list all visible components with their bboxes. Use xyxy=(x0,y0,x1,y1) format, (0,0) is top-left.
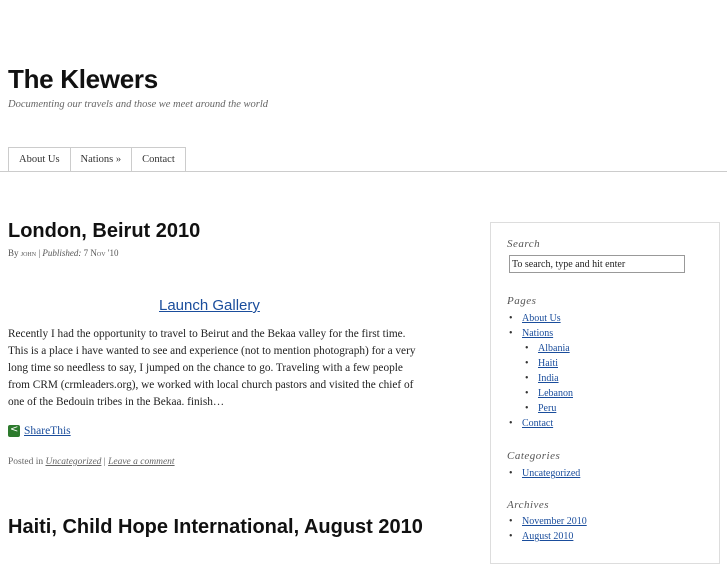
main-nav xyxy=(8,147,185,171)
nav-about-us[interactable]: About Us xyxy=(8,147,71,171)
post-author: john xyxy=(20,248,37,258)
share-this[interactable] xyxy=(8,425,71,437)
nav-divider xyxy=(0,171,727,172)
site-title[interactable]: The Klewers xyxy=(8,64,158,94)
by-label: By xyxy=(8,248,19,258)
category-link[interactable]: Uncategorized xyxy=(45,457,102,467)
list-item xyxy=(507,466,580,481)
list-item xyxy=(507,386,573,401)
pages-list xyxy=(507,311,573,431)
list-item xyxy=(507,356,573,371)
post-title[interactable]: Haiti, Child Hope International, August 2010 xyxy=(8,516,423,538)
page-link-lebanon[interactable]: Lebanon xyxy=(538,388,573,399)
archive-link-november-2010[interactable]: November 2010 xyxy=(522,516,587,527)
share-this-link[interactable]: ShareThis xyxy=(24,425,71,437)
post-byline: By john | Published: 7 Nov '10 xyxy=(8,248,119,258)
page-link-haiti[interactable]: Haiti xyxy=(538,358,558,369)
share-icon[interactable] xyxy=(8,425,20,437)
post-date: 7 Nov '10 xyxy=(83,248,119,258)
list-item xyxy=(507,341,573,356)
page-link-about-us[interactable]: About Us xyxy=(522,313,561,324)
post-meta: Posted in Uncategorized | Leave a comment xyxy=(8,457,175,467)
published-label: Published: xyxy=(42,248,82,258)
nav-nations[interactable]: Nations » xyxy=(70,147,133,171)
archives-widget-title: Archives xyxy=(507,499,550,511)
post-excerpt: Recently I had the opportunity to travel to Beirut and the Bekaa valley for the first time. This is a place i have wanted to see and experience (not to mention photograph) for a very long time so needless to say, I jumped on the chance to go. Traveling with a few people from CRM (crmleaders.org), we worked with local church pastors and visited the chief of one of the Bedouin tribes in the Bekaa. finish… xyxy=(8,328,416,408)
page-link-india[interactable]: India xyxy=(538,373,559,384)
nav-contact[interactable]: Contact xyxy=(131,147,186,171)
list-item xyxy=(507,326,573,341)
list-item xyxy=(507,311,573,326)
leave-comment-link[interactable]: Leave a comment xyxy=(108,457,175,467)
post-title[interactable]: London, Beirut 2010 xyxy=(8,220,201,242)
category-link-uncategorized[interactable]: Uncategorized xyxy=(522,468,581,479)
page-link-nations[interactable]: Nations xyxy=(522,328,554,339)
list-item xyxy=(507,529,587,544)
launch-gallery-link[interactable]: Launch Gallery xyxy=(159,297,260,314)
list-item xyxy=(507,416,573,431)
list-item xyxy=(507,514,587,529)
categories-widget-title: Categories xyxy=(507,450,561,462)
search-widget-title: Search xyxy=(507,238,541,250)
posted-in-label: Posted in xyxy=(8,457,44,467)
archives-list xyxy=(507,514,587,544)
list-item xyxy=(507,371,573,386)
page-link-albania[interactable]: Albania xyxy=(538,343,570,354)
page-link-peru[interactable]: Peru xyxy=(538,403,557,414)
site-tagline: Documenting our travels and those we meet around the world xyxy=(8,99,269,110)
pages-widget-title: Pages xyxy=(507,295,537,307)
archive-link-august-2010[interactable]: August 2010 xyxy=(522,531,574,542)
list-item xyxy=(507,401,573,416)
categories-list xyxy=(507,466,580,481)
page-link-contact[interactable]: Contact xyxy=(522,418,554,429)
sidebar xyxy=(490,222,720,564)
search-input[interactable] xyxy=(509,255,685,273)
